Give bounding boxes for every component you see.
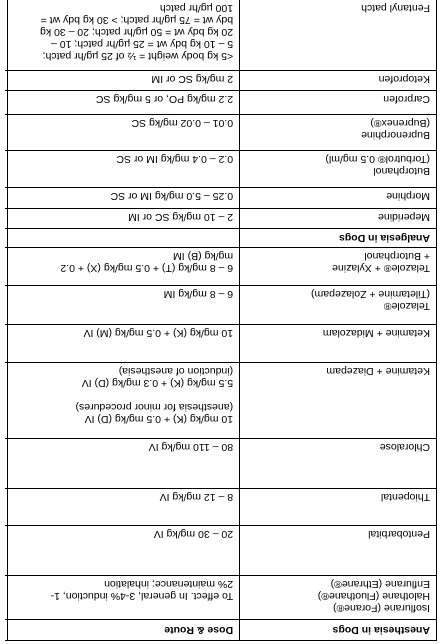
table-row: [5, 439, 437, 489]
dose-cell: 2 mg/kg SC or IM: [7, 71, 239, 91]
table-header-row: [5, 620, 437, 641]
section-header-row: [5, 229, 437, 248]
table-row: [5, 248, 437, 286]
anesthesia-table: [5, 0, 437, 641]
drug-cell: Fentanyl patch: [240, 0, 437, 71]
table-row: [5, 576, 437, 620]
table-row: [5, 325, 437, 363]
dose-cell: 0.25 – 5.0 mg/kg IM or SC: [7, 188, 239, 209]
table-row: [5, 0, 437, 71]
drug-cell: Butorphanol (Torbutrol® 0.5 mg/ml): [240, 151, 437, 188]
dose-cell: 20 – 30 mg/kg IV: [7, 526, 239, 576]
table-row: [5, 526, 437, 576]
dose-cell: 0.01 – 0.02 mg/kg SC: [7, 115, 239, 151]
drug-cell: Chloralose: [240, 439, 437, 489]
dose-cell: 10 mg/kg (K) + 0.5 mg/kg (M) IV: [7, 325, 239, 363]
section-header-analgesia: Analgesia in Dogs: [240, 229, 437, 248]
drug-cell: Buprenorphine (Buprenex®): [240, 115, 437, 151]
table-row: [5, 209, 437, 229]
drug-cell: Pentobarbital: [240, 526, 437, 576]
table-row: [5, 286, 437, 325]
dose-cell: 2 – 10 mg/kg SC or IM: [7, 209, 239, 229]
table-row: [5, 363, 437, 439]
dose-cell: 6 – 8 mg/kg IM: [7, 286, 239, 325]
header-dose-route: Dose & Route: [7, 620, 239, 641]
dose-cell: <5 kg body weight = ½ of 25 µg/hr patch; 5 – 10 kg bdy wt = 25 µg/hr patch; 10 – 20 kg bdy wt = 50 µg/hr patch; 20 – 30 kg bdy wt = 75 µg/hr patch; > 30 kg bdy wt = 100 µg/hr patch: [7, 0, 239, 71]
drug-cell: Meperidine: [240, 209, 437, 229]
drug-cell: Carprofen: [240, 91, 437, 115]
table-row: [5, 91, 437, 115]
drug-cell: Telazole® (Tiletamine + Zolazepam): [240, 286, 437, 325]
dose-cell: 0.2 – 0.4 mg/kg IM or SC: [7, 151, 239, 188]
dose-cell: 2.2 mg/kg PO, or 5 mg/kg SC: [7, 91, 239, 115]
dose-cell: 80 – 110 mg/kg IV: [7, 439, 239, 489]
drug-cell: Ketamine + Midazolam: [240, 325, 437, 363]
dose-cell: 10 mg/kg (K) + 0.5 mg/kg (D) IV (anesthesia for minor procedures) 5.5 mg/kg (K) + 0.3 mg/kg (D) IV (induction of anesthesia): [7, 363, 239, 439]
table-row: [5, 115, 437, 151]
drug-cell: Isoflurane (Forane®) Halothane (Fluothane®) Enflurane (Ethrane®): [240, 576, 437, 620]
drug-cell: Ketamine + Diazepam: [240, 363, 437, 439]
dose-cell: To effect. In general, 3-4% induction, 1- 2% maintenance; inhalation: [7, 576, 239, 620]
drug-cell: Ketoprofen: [240, 71, 437, 91]
table-row: [5, 188, 437, 209]
drug-cell: Morphine: [240, 188, 437, 209]
drug-cell: Thiopental: [240, 489, 437, 526]
dose-cell: 6 – 8 mg/kg (T) + 0.5 mg/kg (X) + 0.2 mg/kg (B) IM: [7, 248, 239, 286]
drug-cell: Telazole® + Xylazine + Butorphanol: [240, 248, 437, 286]
dose-cell: 8 – 12 mg/kg IV: [7, 489, 239, 526]
table-row: [5, 489, 437, 526]
table-row: [5, 151, 437, 188]
header-anesthesia-dogs: Anesthesia in Dogs: [240, 620, 437, 641]
table-row: [5, 71, 437, 91]
